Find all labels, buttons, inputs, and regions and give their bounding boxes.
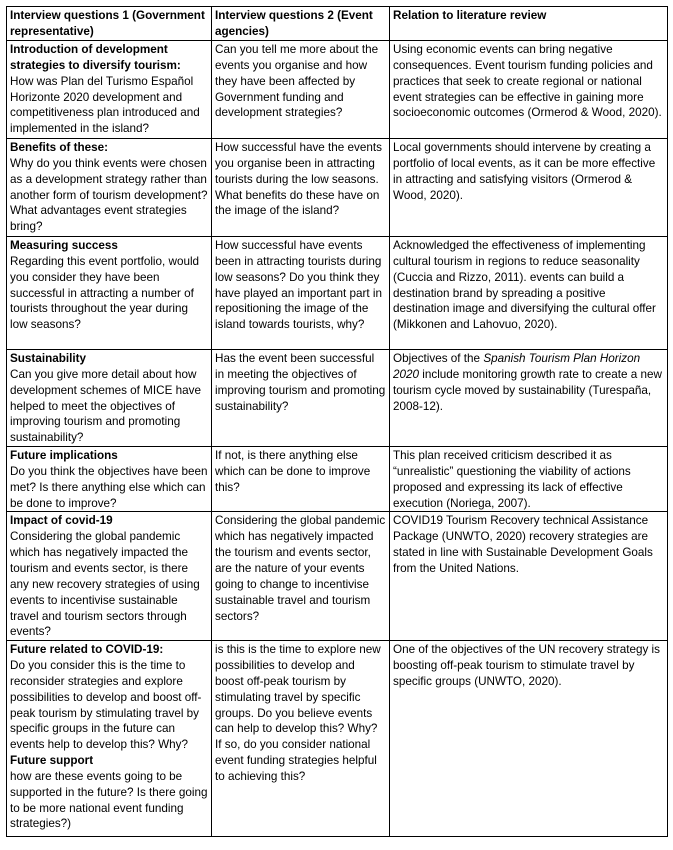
literature-text-post: include monitoring growth rate to create a new tourism cycle moved by sustainability (Turespaña, 2008-12). <box>393 367 662 413</box>
table-row <box>7 512 668 641</box>
question-text: Do you consider this is the time to reconsider strategies and explore possibilities to develop and boost off-peak tourism by stimulating travel by specific groups in the future can events help to develop this? Why? <box>10 659 202 752</box>
question-cell-government <box>7 350 212 447</box>
question-cell-government <box>7 41 212 139</box>
question-cell-government <box>7 237 212 350</box>
literature-text-pre: Objectives of the <box>393 352 484 365</box>
table-row <box>7 41 668 139</box>
question-cell-government <box>7 641 212 837</box>
question-cell-agencies: How successful have the events you organise been in attracting tourists during the low seasons. What benefits do these have on the image of the island? <box>212 139 390 237</box>
question-text: Can you give more detail about how development schemes of MICE have helped to meet the objectives of improving tourism and promoting sustainability? <box>10 367 201 445</box>
row-title: Introduction of development strategies to diversify tourism: <box>10 43 181 72</box>
table-header-row <box>7 7 668 41</box>
question-text: Regarding this event portfolio, would you consider they have been successful in attracting a number of tourists throughout the year during low seasons? <box>10 254 200 332</box>
row-title: Future related to COVID-19: <box>10 643 164 657</box>
future-support-text: how are these events going to be supported in the future? Is there going to be more national event funding strategies?) <box>10 769 208 831</box>
question-cell-government <box>7 139 212 237</box>
literature-cell: One of the objectives of the UN recovery strategy is boosting off-peak tourism to stimulate travel by specific groups (UNWTO, 2020). <box>390 641 668 837</box>
table-row <box>7 139 668 237</box>
question-text: Why do you think events were chosen as a development strategy rather than another form of tourism development? What advantages event strategies bring? <box>10 156 208 234</box>
question-cell-agencies <box>212 641 390 837</box>
row-title: Benefits of these: <box>10 141 109 154</box>
interview-questions-table <box>6 6 668 837</box>
literature-cell: COVID19 Tourism Recovery technical Assistance Package (UNWTO, 2020) recovery strategies are stated in line with Sustainable Development Goals from the United Nations. <box>390 512 668 641</box>
question-cell-agencies: Has the event been successful in meeting the objectives of improving tourism and promoting sustainability? <box>212 350 390 447</box>
row-title: Measuring success <box>10 239 118 252</box>
question-text: Do you think the objectives have been met? Is there anything else which can be done to improve? <box>10 464 208 510</box>
document-page <box>6 6 667 842</box>
plan-title-italic: Spanish Tourism Plan Horizon 2020 <box>393 352 641 381</box>
literature-cell: Local governments should intervene by creating a portfolio of local events, as it can be more effective in attracting and satisfying visitors (Ormerod & Wood, 2020). <box>390 139 668 237</box>
question-text: is this is the time to explore new possibilities to develop and boost off-peak tourism by stimulating travel by specific groups. Do you believe events can help to develop this? Why? <box>215 643 381 736</box>
question-cell-agencies: If not, is there anything else which can be done to improve this? <box>212 447 390 512</box>
question-cell-government <box>7 512 212 641</box>
literature-cell: This plan received criticism described it as “unrealistic” questioning the viability of actions proposed and expressing its lack of effective execution (Noriega, 2007). <box>390 447 668 512</box>
header-cell-interview-questions-2: Interview questions 2 (Event agencies) <box>212 7 390 41</box>
header-cell-literature-review: Relation to literature review <box>390 7 668 41</box>
row-title: Future implications <box>10 449 118 463</box>
question-text: Considering the global pandemic which has negatively impacted the tourism and events sector, is there any new recovery strategies of using events to incentivise sustainable travel and tourism sectors through events? <box>10 530 200 639</box>
table-row <box>7 447 668 512</box>
row-title: Impact of covid-19 <box>10 514 113 528</box>
literature-cell: Acknowledged the effectiveness of implementing cultural tourism in regions to reduce seasonality (Cuccia and Rizzo, 2011). events can build a destination brand by spreading a positive destination image and diversifying the cultural offer (Mikkonen and Lahovuo, 2020). <box>390 237 668 350</box>
question-cell-agencies: Can you tell me more about the events you organise and how they have been affected by Government funding and development strategies? <box>212 41 390 139</box>
question-cell-government <box>7 447 212 512</box>
table-row <box>7 237 668 350</box>
header-cell-interview-questions-1: Interview questions 1 (Government representative) <box>7 7 212 41</box>
literature-cell: Using economic events can bring negative consequences. Event tourism funding policies and practices that seek to create regional or national event strategies can be effective in gaining more socioeconomic outcomes (Ormerod & Wood, 2020). <box>390 41 668 139</box>
question-text: How was Plan del Turismo Español Horizonte 2020 development and competitiveness plan introduced and implemented in the island? <box>10 74 200 136</box>
table-row <box>7 350 668 447</box>
future-support-title: Future support <box>10 754 94 768</box>
question-cell-agencies: Considering the global pandemic which has negatively impacted the tourism and events sector, are the nature of your events going to change to incentivise sustainable travel and tourism sectors? <box>212 512 390 641</box>
row-title: Sustainability <box>10 352 86 365</box>
question-cell-agencies: How successful have events been in attracting tourists during low seasons? Do you think they have played an important part in repositioning the image of the island towards tourists, why? <box>212 237 390 350</box>
literature-cell <box>390 350 668 447</box>
table-row <box>7 641 668 837</box>
question-text-followup: If so, do you consider national event funding strategies helpful to achieving this? <box>215 738 377 783</box>
